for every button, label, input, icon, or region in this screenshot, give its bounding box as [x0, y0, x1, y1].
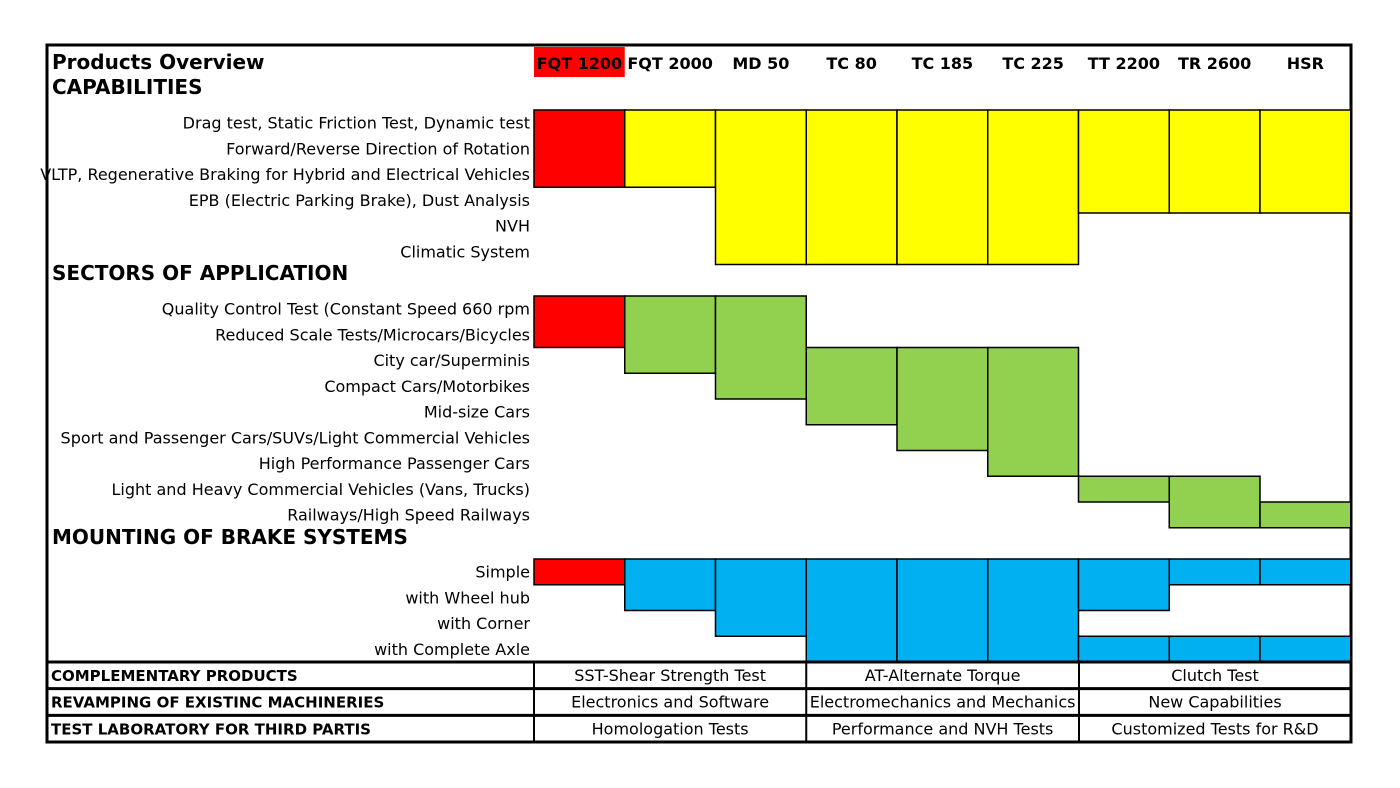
bottom-cell: Electronics and Software [571, 692, 770, 712]
row-label: EPB (Electric Parking Brake), Dust Analysis [188, 190, 530, 210]
coverage-cell [1169, 476, 1260, 528]
coverage-cell [716, 110, 807, 265]
bottom-cell: AT-Alternate Torque [864, 666, 1021, 685]
product-header: FQT 2000 [627, 54, 713, 73]
row-label: Quality Control Test (Constant Speed 660 rpm [161, 299, 530, 319]
bottom-cell: Performance and NVH Tests [831, 719, 1054, 739]
section-header: MOUNTING OF BRAKE SYSTEMS [52, 525, 408, 549]
row-label: NVH [495, 216, 530, 236]
bottom-cell: Electromechanics and Mechanics [809, 692, 1076, 712]
coverage-cell [806, 559, 897, 662]
coverage-cell [806, 348, 897, 425]
coverage-cell [625, 110, 716, 187]
bottom-row-label: COMPLEMENTARY PRODUCTS [51, 667, 298, 685]
coverage-cell [625, 296, 716, 373]
coverage-cell [534, 296, 625, 348]
product-header: TC 185 [911, 54, 974, 73]
coverage-cell [1260, 559, 1351, 585]
row-label: Reduced Scale Tests/Microcars/Bicycles [215, 325, 530, 345]
coverage-cell [625, 559, 716, 611]
coverage-cell [716, 559, 807, 636]
bottom-cell: Customized Tests for R&D [1111, 719, 1319, 739]
coverage-cell [1169, 110, 1260, 213]
row-label: Mid-size Cars [423, 402, 530, 422]
coverage-cell [1260, 110, 1351, 213]
row-label: High Performance Passenger Cars [258, 454, 530, 474]
row-label: Railways/High Speed Railways [287, 505, 530, 525]
coverage-cell [897, 110, 988, 265]
coverage-cell [1260, 636, 1351, 662]
coverage-cell [806, 110, 897, 265]
row-label: Light and Heavy Commercial Vehicles (Vans, Trucks) [111, 479, 530, 499]
row-label: Compact Cars/Motorbikes [324, 376, 530, 396]
section-header: CAPABILITIES [52, 75, 203, 99]
bottom-cell: Homologation Tests [591, 719, 749, 739]
coverage-cell [534, 110, 625, 187]
coverage-cell [1260, 502, 1351, 528]
bottom-cell: SST-Shear Strength Test [574, 666, 767, 685]
coverage-cell [897, 348, 988, 451]
section-header: SECTORS OF APPLICATION [52, 261, 349, 285]
row-label: with Corner [437, 614, 530, 634]
product-header: TR 2600 [1177, 54, 1252, 73]
row-label: with Complete Axle [374, 639, 530, 659]
product-header: TT 2200 [1087, 54, 1161, 73]
coverage-cell [716, 296, 807, 399]
bottom-row-label: TEST LABORATORY FOR THIRD PARTIS [51, 720, 371, 739]
row-label: with Wheel hub [405, 588, 530, 608]
coverage-cell [1079, 559, 1170, 611]
bottom-cell: Clutch Test [1171, 666, 1259, 685]
row-label: City car/Superminis [373, 351, 530, 371]
product-header: FQT 1200 [536, 54, 623, 73]
coverage-cell [988, 559, 1079, 662]
coverage-cell [897, 559, 988, 662]
coverage-cell [1169, 559, 1260, 585]
row-label: Forward/Reverse Direction of Rotation [226, 139, 530, 159]
coverage-cell [1169, 636, 1260, 662]
bottom-cell: New Capabilities [1148, 692, 1282, 712]
product-header: HSR [1286, 54, 1324, 73]
row-label: Sport and Passenger Cars/SUVs/Light Commercial Vehicles [60, 428, 530, 448]
chart-title: Products Overview [52, 50, 265, 74]
row-label: Simple [475, 562, 530, 582]
row-label: Drag test, Static Friction Test, Dynamic test [182, 113, 530, 133]
row-label: VLTP, Regenerative Braking for Hybrid and Electrical Vehicles [40, 165, 530, 185]
product-header: MD 50 [732, 54, 790, 73]
row-label: Climatic System [400, 242, 530, 262]
coverage-cell [1079, 110, 1170, 213]
bottom-row-label: REVAMPING OF EXISTINC MACHINERIES [51, 693, 385, 712]
coverage-cell [534, 559, 625, 585]
coverage-cell [1079, 476, 1170, 502]
product-header: TC 80 [826, 54, 877, 73]
coverage-cell [988, 110, 1079, 265]
coverage-cell [988, 348, 1079, 477]
coverage-cell [1079, 636, 1170, 662]
product-header: TC 225 [1002, 54, 1064, 73]
